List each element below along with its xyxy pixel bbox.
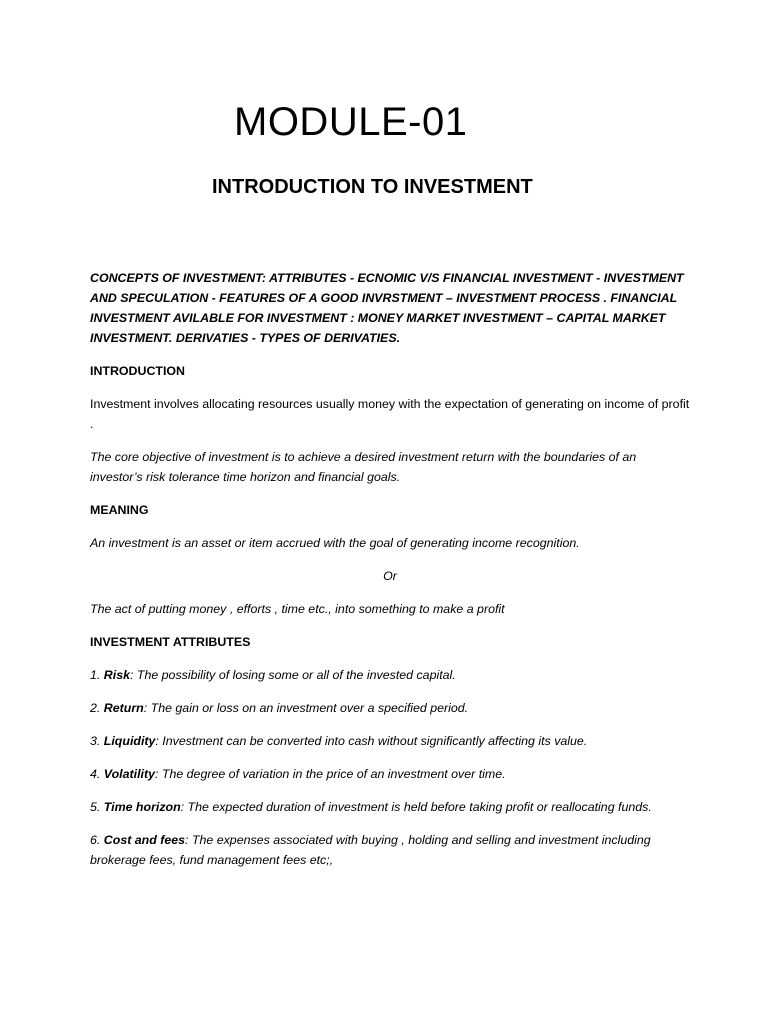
attribute-number: 6.	[90, 833, 101, 847]
attribute-number: 3.	[90, 734, 101, 748]
introduction-heading: INTRODUCTION	[90, 364, 185, 378]
attribute-description: : The possibility of losing some or all of the invested capital.	[129, 668, 456, 682]
attributes-heading: INVESTMENT ATTRIBUTES	[90, 635, 251, 649]
introduction-paragraph-2: The core objective of investment is to achieve a desired investment return with the boundaries of an investor’s risk tolerance time horizon and financial goals.	[90, 450, 637, 484]
meaning-heading: MEANING	[90, 503, 149, 517]
attribute-item	[90, 698, 690, 718]
attribute-description: : The expenses associated with buying , holding and selling and investment including brokerage fees, fund management fees etc;,	[90, 833, 651, 867]
attribute-description: : The degree of variation in the price of an investment over time.	[154, 767, 506, 781]
module-title: MODULE-01	[234, 100, 468, 144]
attribute-item	[90, 830, 690, 870]
syllabus-summary: CONCEPTS OF INVESTMENT: ATTRIBUTES - ECNOMIC V/S FINANCIAL INVESTMENT - INVESTMENT AND SPECULATION - FEATURES OF A GOOD INVRSTMENT – INVESTMENT PROCESS . FINANCIAL INVESTMENT AVILABLE FOR INVESTMENT : MONEY MARKET INVESTMENT – CAPITAL MARKET INVESTMENT. DERIVATIES - TYPES OF DERIVATIES.	[90, 271, 684, 345]
document-title: INTRODUCTION TO INVESTMENT	[212, 176, 533, 198]
attribute-description: : The gain or loss on an investment over a specified period.	[143, 701, 469, 715]
attribute-description: : The expected duration of investment is held before taking profit or reallocating funds.	[180, 800, 652, 814]
attribute-term: Cost and fees	[103, 833, 186, 847]
attribute-term: Volatility	[103, 767, 155, 781]
attribute-number: 2.	[90, 701, 101, 715]
attribute-term: Liquidity	[103, 734, 156, 748]
document-body	[90, 268, 690, 883]
attribute-term: Risk	[103, 668, 130, 682]
introduction-paragraph-1: Investment involves allocating resources usually money with the expectation of generating on income of profit .	[90, 397, 690, 431]
attribute-number: 5.	[90, 800, 101, 814]
attribute-term: Time horizon	[103, 800, 181, 814]
attribute-number: 4.	[90, 767, 101, 781]
meaning-separator: Or	[383, 569, 397, 583]
meaning-definition-1: An investment is an asset or item accrued with the goal of generating income recognition.	[90, 536, 580, 550]
attribute-item	[90, 731, 690, 751]
attribute-number: 1.	[90, 668, 101, 682]
attribute-item	[90, 797, 690, 817]
attribute-item	[90, 665, 690, 685]
attribute-description: : Investment can be converted into cash without significantly affecting its value.	[155, 734, 588, 748]
attribute-term: Return	[103, 701, 144, 715]
meaning-definition-2: The act of putting money , efforts , time etc., into something to make a profit	[90, 602, 505, 616]
attribute-item	[90, 764, 690, 784]
